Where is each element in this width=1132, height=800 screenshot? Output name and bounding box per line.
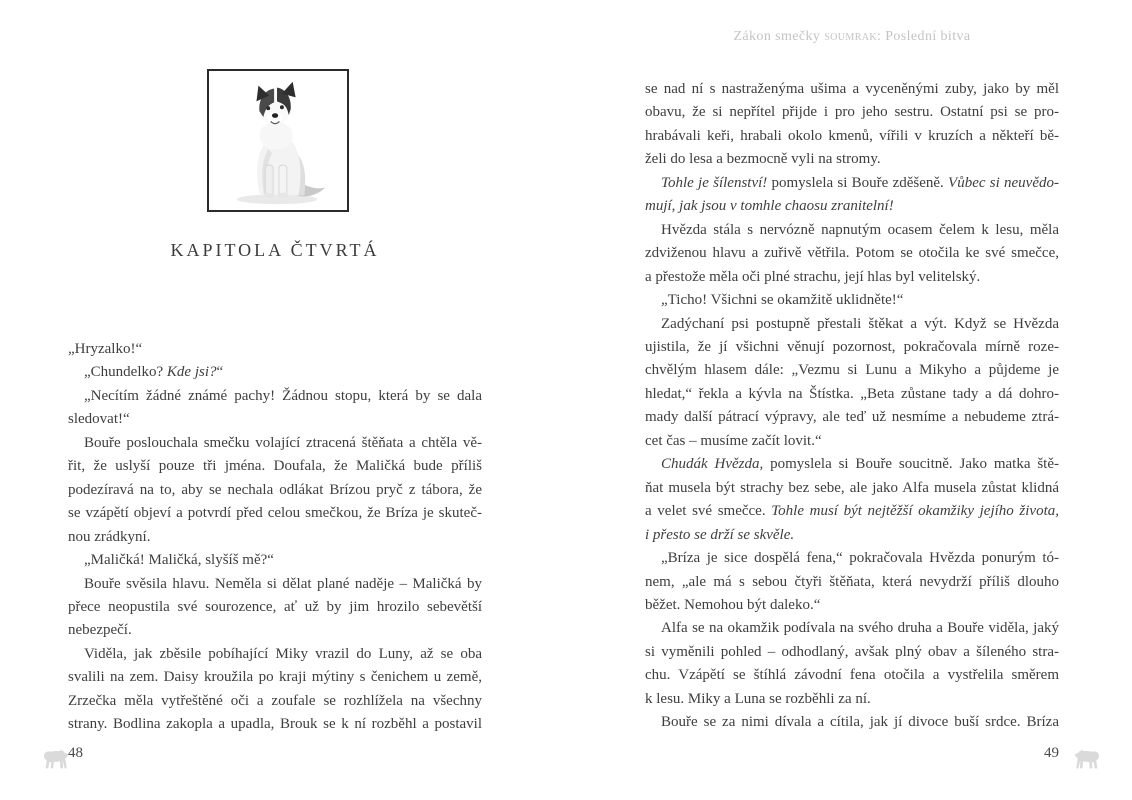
text-segment: Bouře svěsila hlavu. Neměla si dělat plané naděje – Maličká by [84, 575, 482, 592]
paragraph [645, 617, 1059, 711]
text-segment: ňat musela být strachy bez sebe, ale jako Alfa musela zůstat klidná [645, 479, 1059, 496]
text-line [68, 666, 482, 689]
text-line [645, 172, 1059, 195]
running-header [645, 29, 1059, 45]
text-line [68, 385, 482, 408]
text-line [645, 500, 1059, 523]
text-segment: Kde jsi? [166, 364, 217, 381]
text-segment: Hvězda stála s nervózně napnutým ocasem čelem k lesu, měla [661, 221, 1059, 238]
text-segment: běžet. Nemohou být daleko.“ [645, 596, 821, 613]
text-segment: nou zrádkyní. [68, 528, 151, 545]
paragraph [645, 219, 1059, 289]
text-line [645, 430, 1059, 453]
text-segment: přece neopustila své sourozence, ať už by jim hrozilo sebevětší [68, 598, 482, 615]
text-segment: Alfa se na okamžik podívala na svého druha a Bouře viděla, jaký [661, 620, 1059, 637]
text-line [645, 336, 1059, 359]
right-page-text [645, 78, 1059, 735]
text-segment: zdviženou hlavu a zuřivě větřila. Potom se otočila ke své smečce, [645, 245, 1059, 262]
text-line [645, 547, 1059, 570]
text-segment: cet čas – musíme začít lovit.“ [645, 432, 822, 449]
dog-silhouette-icon [1073, 743, 1103, 775]
paragraph [68, 643, 482, 737]
text-line [645, 78, 1059, 101]
text-segment: „Maličká! Maličká, slyšíš mě?“ [84, 552, 274, 569]
text-segment: “ [216, 364, 224, 381]
text-segment: i přesto se drží se skvěle. [645, 526, 795, 543]
paragraph [645, 313, 1059, 454]
text-line [645, 125, 1059, 148]
paragraph [645, 172, 1059, 219]
text-segment: : Poslední bitva [877, 29, 971, 44]
paragraph [645, 289, 1059, 312]
text-line [645, 617, 1059, 640]
text-segment: si vyměnili pohled – odhodlaný, avšak plný obav a šíleného stra- [645, 643, 1059, 660]
text-segment: Zadýchaní psi postupně přestali štěkat a výt. Když se Hvězda [661, 315, 1059, 332]
text-line [68, 690, 482, 713]
text-line [645, 242, 1059, 265]
chapter-illustration-frame [207, 69, 349, 212]
text-segment: strany. Bodlina zakopla a upadla, Brouk se k ní rozběhl a postavil [68, 716, 482, 733]
text-segment: „Bríza je sice dospělá fena,“ pokračovala Hvězda ponurým tó- [661, 550, 1059, 567]
paragraph [68, 549, 482, 572]
text-line [645, 289, 1059, 312]
text-segment: nem, „ale má s sebou čtyři štěňata, která nevydrží příliš dlouho [645, 573, 1059, 590]
text-line [68, 338, 482, 361]
text-segment: Chudák Hvězda, [661, 456, 764, 473]
text-line [645, 195, 1059, 218]
text-line [68, 361, 482, 384]
text-segment: chu. Vzápětí se štíhlá závodní fena otočila a vystřelila směrem [645, 667, 1059, 684]
text-segment: „Chundelko? [84, 364, 167, 381]
text-line [68, 549, 482, 572]
text-line [68, 713, 482, 736]
text-segment: mují, jak jsou v tomhle chaosu zranitelní! [645, 198, 894, 215]
text-line [68, 432, 482, 455]
text-line [645, 711, 1059, 734]
text-segment: nebezpečí. [68, 622, 132, 639]
text-segment: pomyslela si Bouře zděšeně. [767, 174, 949, 191]
text-segment: Bouře poslouchala smečku volající ztracená štěňata a chtěla vě- [84, 434, 482, 451]
text-line [68, 502, 482, 525]
text-segment: se nad ní s nastraženýma ušima a vyceněnými zuby, jako by měl [645, 81, 1059, 97]
text-segment: ujistila, že jí všichni věnují pozornost, pokračovala mírně roze- [645, 338, 1059, 355]
text-segment: Vůbec si neuvědo- [948, 174, 1059, 191]
text-segment: Tohle je šílenství! [661, 174, 768, 191]
text-line [645, 453, 1059, 476]
page-number-right: 49 [1044, 745, 1059, 761]
paragraph [68, 573, 482, 643]
text-line [68, 596, 482, 619]
text-line [645, 383, 1059, 406]
text-line [645, 406, 1059, 429]
text-segment: k lesu. Miky a Luna se rozběhli za ní. [645, 690, 871, 707]
text-segment: Bouře se za nimi dívala a cítila, jak jí divoce buší srdce. Bríza [661, 714, 1059, 731]
chapter-title: KAPITOLA ČTVRTÁ [170, 240, 380, 260]
text-line [645, 664, 1059, 687]
text-segment: soumrak [824, 29, 878, 44]
paragraph [68, 432, 482, 549]
text-line [645, 594, 1059, 617]
text-line [68, 479, 482, 502]
text-line [68, 455, 482, 478]
paragraph [68, 338, 482, 361]
paragraph [68, 385, 482, 432]
paragraph [645, 547, 1059, 617]
text-segment: sledovat!“ [68, 411, 130, 428]
text-line [645, 688, 1059, 711]
text-segment: svalili na zem. Daisy kroužila po kraji mýtiny s čenichem u země, [68, 669, 482, 686]
text-segment: hledat,“ řekla a kývla na Štístka. „Beta zůstane tady a dá dohro- [645, 385, 1059, 402]
text-line [645, 359, 1059, 382]
text-line [68, 573, 482, 596]
text-segment: želi do lesa a bezmocně vyli na stromy. [645, 151, 881, 168]
text-segment: a přestože měla oči plné strachu, její hlas byl velitelský. [645, 268, 981, 285]
page-number-left: 48 [68, 745, 83, 761]
text-segment: hrabávali keři, hrabali okolo kmenů, vířili v kruzích a někteří bě- [645, 127, 1059, 144]
text-line [68, 526, 482, 549]
text-segment: řit, že uslyší pouze tři jména. Doufala, že Maličká bude příliš [68, 458, 482, 475]
text-segment: a velet své smečce. [645, 503, 772, 520]
text-segment: Tohle musí být nejtěžší okamžiky jejího života, [771, 503, 1059, 520]
text-segment: pomyslela si Bouře soucitně. Jako matka ště- [763, 456, 1060, 473]
text-segment: chvělým hlasem dále: „Vezmu si Lunu a Mikyho a půjdeme je [645, 362, 1059, 379]
text-segment: se vzápětí objeví a potvrdí před celou smečkou, že Bríza je skuteč- [68, 505, 482, 522]
text-line [645, 641, 1059, 664]
border-collie-photo [209, 71, 347, 210]
text-line [68, 619, 482, 642]
paragraph [645, 711, 1059, 734]
text-line [68, 408, 482, 431]
text-segment: mady další pátrací výpravy, ale teď už nesmíme a nebudeme ztrá- [645, 409, 1059, 426]
text-segment: „Ticho! Všichni se okamžitě uklidněte!“ [661, 292, 904, 309]
text-line [645, 313, 1059, 336]
text-segment: podezíravá na to, aby se nechala odlákat Brízou pryč z tábora, že [68, 481, 482, 498]
text-line [645, 477, 1059, 500]
text-segment: Zákon smečky [733, 29, 825, 44]
left-page-text [68, 338, 482, 737]
text-line [68, 643, 482, 666]
dog-silhouette-icon [40, 743, 70, 775]
text-line [645, 524, 1059, 547]
text-line [645, 266, 1059, 289]
paragraph [68, 361, 482, 384]
paragraph [645, 78, 1059, 172]
text-line [645, 101, 1059, 124]
text-segment: „Hryzalko!“ [68, 341, 143, 357]
text-segment: Zrzečka měla vytřeštěné oči a zoufale se rozhlížela na všechny [68, 692, 482, 709]
paragraph [645, 453, 1059, 547]
text-line [645, 571, 1059, 594]
text-segment: „Necítím žádné známé pachy! Žádnou stopu, která by se dala [84, 387, 482, 404]
text-segment: Viděla, jak zběsile pobíhající Miky vrazil do Luny, až se oba [84, 645, 482, 662]
text-line [645, 219, 1059, 242]
text-line [645, 148, 1059, 171]
text-segment: obavu, že si nepřítel přijde i pro jeho sestru. Ostatní psi se pro- [645, 104, 1059, 121]
